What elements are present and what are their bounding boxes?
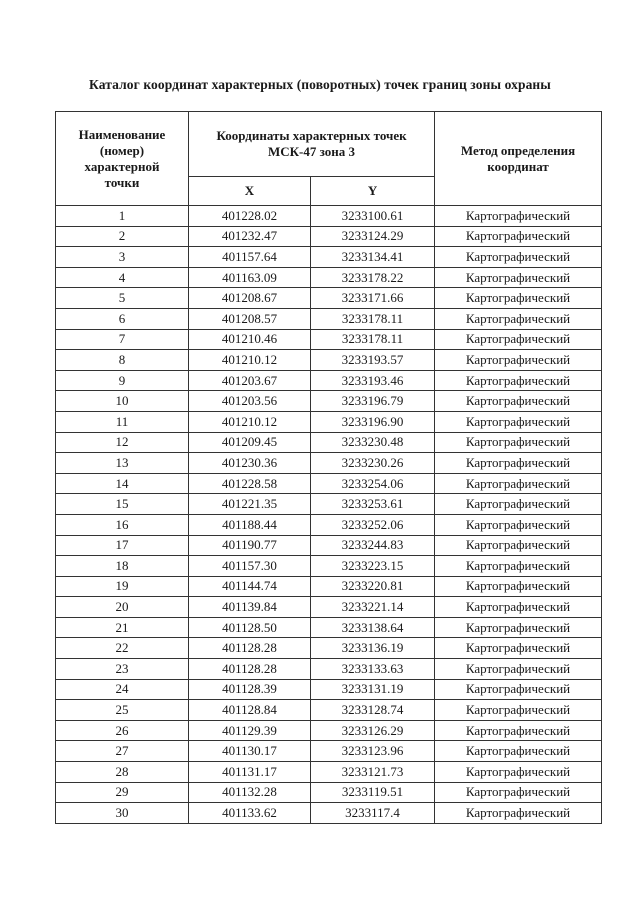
table-row xyxy=(56,370,602,391)
x-coordinate-cell: 401188.44 xyxy=(189,514,311,535)
y-coordinate-cell: 3233254.06 xyxy=(311,473,435,494)
y-coordinate-cell: 3233220.81 xyxy=(311,576,435,597)
point-number-cell: 8 xyxy=(56,350,189,371)
table-row xyxy=(56,782,602,803)
point-number-cell: 27 xyxy=(56,741,189,762)
table-row xyxy=(56,226,602,247)
point-number-cell: 18 xyxy=(56,556,189,577)
method-cell: Картографический xyxy=(435,803,602,824)
y-coordinate-cell: 3233133.63 xyxy=(311,659,435,680)
method-cell: Картографический xyxy=(435,556,602,577)
method-cell: Картографический xyxy=(435,206,602,227)
method-cell: Картографический xyxy=(435,741,602,762)
method-cell: Картографический xyxy=(435,617,602,638)
method-header-line: координат xyxy=(487,158,549,174)
method-cell: Картографический xyxy=(435,473,602,494)
x-coordinate-cell: 401209.45 xyxy=(189,432,311,453)
x-coordinate-cell: 401128.84 xyxy=(189,700,311,721)
coordinates-header-line: МСК-47 зона 3 xyxy=(267,144,356,159)
x-coordinate-cell: 401232.47 xyxy=(189,226,311,247)
table-row xyxy=(56,432,602,453)
y-coordinate-cell: 3233131.19 xyxy=(311,679,435,700)
y-coordinate-cell: 3233134.41 xyxy=(311,247,435,268)
point-number-cell: 21 xyxy=(56,617,189,638)
point-name-header xyxy=(56,112,189,206)
method-cell: Картографический xyxy=(435,494,602,515)
point-number-cell: 20 xyxy=(56,597,189,618)
y-column-header: Y xyxy=(311,177,435,206)
method-cell: Картографический xyxy=(435,329,602,350)
point-number-cell: 22 xyxy=(56,638,189,659)
x-coordinate-cell: 401139.84 xyxy=(189,597,311,618)
table-row xyxy=(56,576,602,597)
point-number-cell: 11 xyxy=(56,411,189,432)
x-coordinate-cell: 401163.09 xyxy=(189,267,311,288)
method-cell: Картографический xyxy=(435,659,602,680)
y-coordinate-cell: 3233100.61 xyxy=(311,206,435,227)
method-cell: Картографический xyxy=(435,288,602,309)
y-coordinate-cell: 3233252.06 xyxy=(311,514,435,535)
point-name-header-line: точки xyxy=(104,174,140,190)
point-number-cell: 14 xyxy=(56,473,189,494)
method-cell: Картографический xyxy=(435,535,602,556)
table-row xyxy=(56,638,602,659)
x-coordinate-cell: 401144.74 xyxy=(189,576,311,597)
point-number-cell: 24 xyxy=(56,679,189,700)
point-number-cell: 6 xyxy=(56,308,189,329)
y-coordinate-cell: 3233126.29 xyxy=(311,720,435,741)
point-name-header-line: характерной xyxy=(84,158,160,174)
method-cell: Картографический xyxy=(435,247,602,268)
table-row xyxy=(56,329,602,350)
method-cell: Картографический xyxy=(435,411,602,432)
x-coordinate-cell: 401228.02 xyxy=(189,206,311,227)
table-row xyxy=(56,514,602,535)
point-number-cell: 23 xyxy=(56,659,189,680)
table-row xyxy=(56,267,602,288)
table-row xyxy=(56,556,602,577)
y-coordinate-cell: 3233171.66 xyxy=(311,288,435,309)
table-row xyxy=(56,679,602,700)
y-coordinate-cell: 3233230.48 xyxy=(311,432,435,453)
y-coordinate-cell: 3233178.11 xyxy=(311,308,435,329)
x-coordinate-cell: 401210.46 xyxy=(189,329,311,350)
x-coordinate-cell: 401221.35 xyxy=(189,494,311,515)
method-cell: Картографический xyxy=(435,391,602,412)
point-number-cell: 29 xyxy=(56,782,189,803)
point-number-cell: 26 xyxy=(56,720,189,741)
x-coordinate-cell: 401210.12 xyxy=(189,411,311,432)
table-row xyxy=(56,411,602,432)
y-coordinate-cell: 3233230.26 xyxy=(311,453,435,474)
x-coordinate-cell: 401228.58 xyxy=(189,473,311,494)
y-coordinate-cell: 3233117.4 xyxy=(311,803,435,824)
x-coordinate-cell: 401128.50 xyxy=(189,617,311,638)
point-number-cell: 13 xyxy=(56,453,189,474)
table-row xyxy=(56,597,602,618)
point-number-cell: 28 xyxy=(56,762,189,783)
x-column-header: X xyxy=(189,177,311,206)
point-number-cell: 1 xyxy=(56,206,189,227)
table-header xyxy=(56,112,602,206)
method-cell: Картографический xyxy=(435,514,602,535)
table-row xyxy=(56,762,602,783)
x-coordinate-cell: 401190.77 xyxy=(189,535,311,556)
x-coordinate-cell: 401157.30 xyxy=(189,556,311,577)
method-cell: Картографический xyxy=(435,267,602,288)
table-row xyxy=(56,391,602,412)
x-coordinate-cell: 401157.64 xyxy=(189,247,311,268)
x-coordinate-cell: 401230.36 xyxy=(189,453,311,474)
y-coordinate-cell: 3233121.73 xyxy=(311,762,435,783)
point-number-cell: 10 xyxy=(56,391,189,412)
method-cell: Картографический xyxy=(435,638,602,659)
method-cell: Картографический xyxy=(435,720,602,741)
x-coordinate-cell: 401203.67 xyxy=(189,370,311,391)
x-coordinate-cell: 401203.56 xyxy=(189,391,311,412)
x-coordinate-cell: 401133.62 xyxy=(189,803,311,824)
x-coordinate-cell: 401208.67 xyxy=(189,288,311,309)
x-coordinate-cell: 401129.39 xyxy=(189,720,311,741)
point-number-cell: 25 xyxy=(56,700,189,721)
point-number-cell: 12 xyxy=(56,432,189,453)
point-number-cell: 5 xyxy=(56,288,189,309)
table-row xyxy=(56,535,602,556)
method-cell: Картографический xyxy=(435,226,602,247)
table-row xyxy=(56,720,602,741)
x-coordinate-cell: 401128.28 xyxy=(189,638,311,659)
y-coordinate-cell: 3233123.96 xyxy=(311,741,435,762)
y-coordinate-cell: 3233138.64 xyxy=(311,617,435,638)
point-name-header-line: Наименование xyxy=(78,126,166,142)
y-coordinate-cell: 3233128.74 xyxy=(311,700,435,721)
x-coordinate-cell: 401208.57 xyxy=(189,308,311,329)
point-number-cell: 2 xyxy=(56,226,189,247)
table-row xyxy=(56,700,602,721)
point-number-cell: 17 xyxy=(56,535,189,556)
table-row xyxy=(56,453,602,474)
x-coordinate-cell: 401210.12 xyxy=(189,350,311,371)
method-cell: Картографический xyxy=(435,308,602,329)
y-coordinate-cell: 3233136.19 xyxy=(311,638,435,659)
point-number-cell: 16 xyxy=(56,514,189,535)
x-coordinate-cell: 401128.28 xyxy=(189,659,311,680)
y-coordinate-cell: 3233193.57 xyxy=(311,350,435,371)
method-cell: Картографический xyxy=(435,370,602,391)
point-number-cell: 4 xyxy=(56,267,189,288)
y-coordinate-cell: 3233221.14 xyxy=(311,597,435,618)
table-row xyxy=(56,741,602,762)
method-cell: Картографический xyxy=(435,597,602,618)
method-cell: Картографический xyxy=(435,453,602,474)
method-cell: Картографический xyxy=(435,576,602,597)
x-coordinate-cell: 401131.17 xyxy=(189,762,311,783)
table-row xyxy=(56,617,602,638)
table-row xyxy=(56,350,602,371)
table-row xyxy=(56,206,602,227)
table-row xyxy=(56,494,602,515)
y-coordinate-cell: 3233223.15 xyxy=(311,556,435,577)
point-number-cell: 3 xyxy=(56,247,189,268)
point-number-cell: 7 xyxy=(56,329,189,350)
point-number-cell: 15 xyxy=(56,494,189,515)
method-cell: Картографический xyxy=(435,432,602,453)
method-cell: Картографический xyxy=(435,350,602,371)
method-cell: Картографический xyxy=(435,679,602,700)
table-row xyxy=(56,247,602,268)
table-body xyxy=(56,206,602,824)
table-row xyxy=(56,473,602,494)
y-coordinate-cell: 3233178.11 xyxy=(311,329,435,350)
method-cell: Картографический xyxy=(435,782,602,803)
x-coordinate-cell: 401130.17 xyxy=(189,741,311,762)
coordinates-header-line: Координаты характерных точек xyxy=(216,128,407,143)
y-coordinate-cell: 3233196.79 xyxy=(311,391,435,412)
x-coordinate-cell: 401128.39 xyxy=(189,679,311,700)
method-cell: Картографический xyxy=(435,762,602,783)
x-coordinate-cell: 401132.28 xyxy=(189,782,311,803)
y-coordinate-cell: 3233196.90 xyxy=(311,411,435,432)
point-number-cell: 19 xyxy=(56,576,189,597)
coordinates-table xyxy=(55,111,602,824)
table-row xyxy=(56,659,602,680)
point-number-cell: 30 xyxy=(56,803,189,824)
point-number-cell: 9 xyxy=(56,370,189,391)
y-coordinate-cell: 3233253.61 xyxy=(311,494,435,515)
y-coordinate-cell: 3233193.46 xyxy=(311,370,435,391)
method-header-line: Метод определения xyxy=(460,142,576,158)
y-coordinate-cell: 3233119.51 xyxy=(311,782,435,803)
y-coordinate-cell: 3233178.22 xyxy=(311,267,435,288)
table-row xyxy=(56,288,602,309)
coordinates-group-header xyxy=(189,112,435,177)
document-title: Каталог координат характерных (поворотных) точек границ зоны охраны xyxy=(89,77,551,92)
method-cell: Картографический xyxy=(435,700,602,721)
y-coordinate-cell: 3233244.83 xyxy=(311,535,435,556)
table-row xyxy=(56,803,602,824)
y-coordinate-cell: 3233124.29 xyxy=(311,226,435,247)
point-name-header-line: (номер) xyxy=(99,142,145,158)
method-header xyxy=(435,112,602,206)
table-row xyxy=(56,308,602,329)
